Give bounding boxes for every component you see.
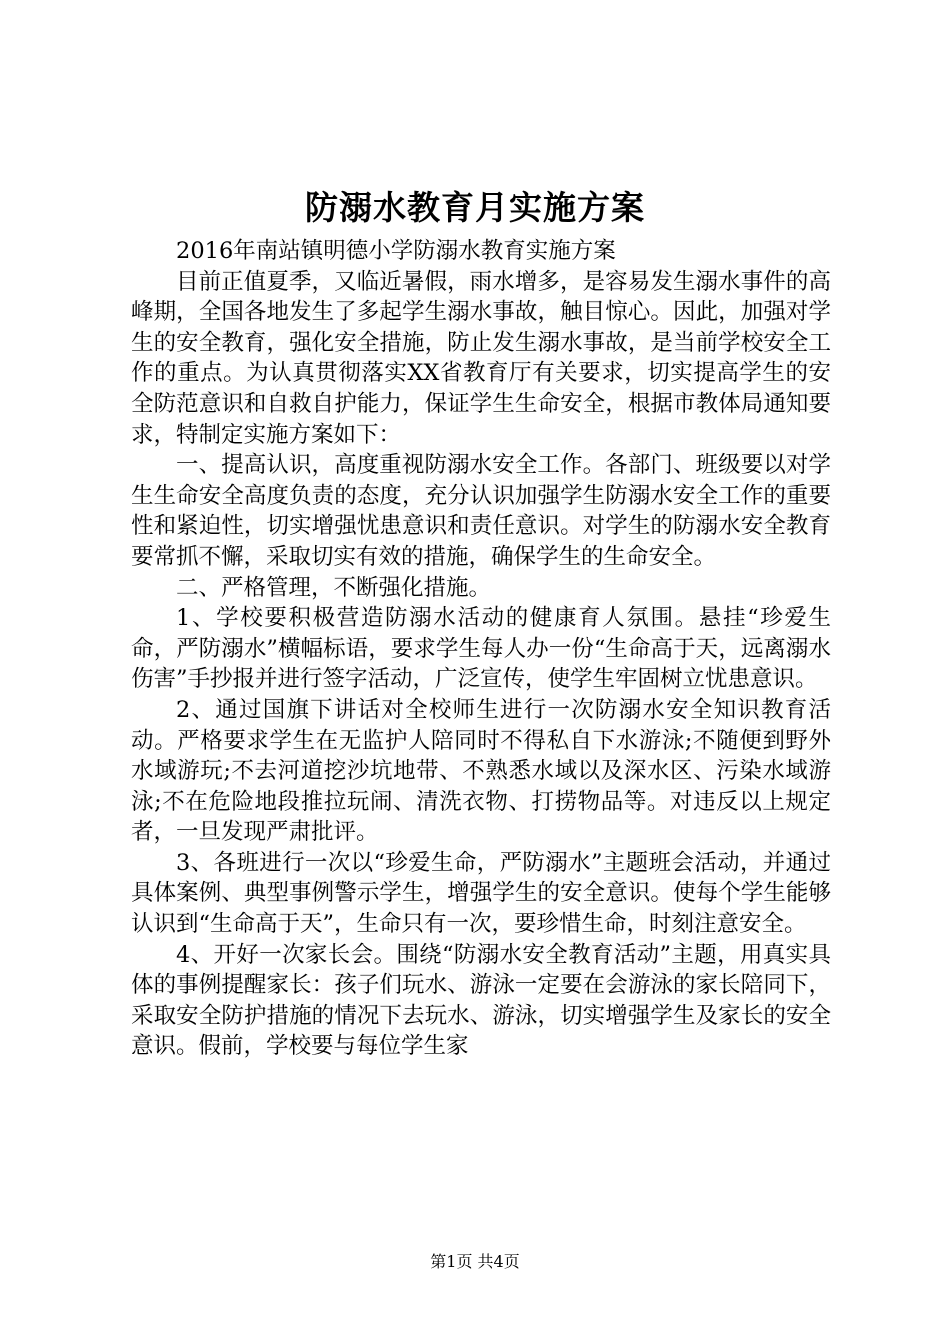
paragraph-item-4: 4、开好一次家长会。围绕“防溺水安全教育活动”主题，用真实具体的事例提醒家长：孩子们玩水、游泳一定要在会游泳的家长陪同下，采取安全防护措施的情况下去玩水、游泳，切实增强学生及家长的安全意识。假前，学校要与每位学生家 [131,941,831,1060]
paragraph-item-3: 3、各班进行一次以“珍爱生命，严防溺水”主题班会活动，并通过具体案例、典型事例警示学生，增强学生的安全意识。使每个学生能够认识到“生命高于天”，生命只有一次，要珍惜生命，时刻注意安全。 [131,849,831,938]
document-subtitle: 2016年南站镇明德小学防溺水教育实施方案 [176,238,616,264]
document-body [131,236,831,1062]
paragraph-intro: 目前正值夏季，又临近暑假，雨水增多，是容易发生溺水事件的高峰期，全国各地发生了多起学生溺水事故，触目惊心。因此，加强对学生的安全教育，强化安全措施，防止发生溺水事故，是当前学校安全工作的重点。为认真贯彻落实XX省教育厅有关要求，切实提高学生的安全防范意识和自救自护能力，保证学生生命安全，根据市教体局通知要求，特制定实施方案如下： [131,268,831,448]
paragraph-item-1: 1、学校要积极营造防溺水活动的健康育人氛围。悬挂“珍爱生命，严防溺水”横幅标语，要求学生每人办一份“生命高于天，远离溺水伤害”手抄报并进行签字活动，广泛宣传，使学生牢固树立忧患意识。 [131,605,831,693]
page-footer: 第1页 共4页 [430,1252,520,1271]
paragraph-item-2: 2、通过国旗下讲话对全校师生进行一次防溺水安全知识教育活动。严格要求学生在无监护人陪同时不得私自下水游泳;不随便到野外水域游玩;不去河道挖沙坑地带、不熟悉水域以及深水区、污染水域游泳;不在危险地段推拉玩闹、清洗衣物、打捞物品等。对违反以上规定者，一旦发现严肃批评。 [131,696,831,846]
paragraph-section-1: 一、提高认识，高度重视防溺水安全工作。各部门、班级要以对学生生命安全高度负责的态度，充分认识加强学生防溺水安全工作的重要性和紧迫性，切实增强忧患意识和责任意识。对学生的防溺水安全教育要常抓不懈，采取切实有效的措施，确保学生的生命安全。 [131,452,831,570]
document-title: 防溺水教育月实施方案 [305,188,645,227]
paragraph-section-2: 二、严格管理，不断强化措施。 [176,574,492,601]
